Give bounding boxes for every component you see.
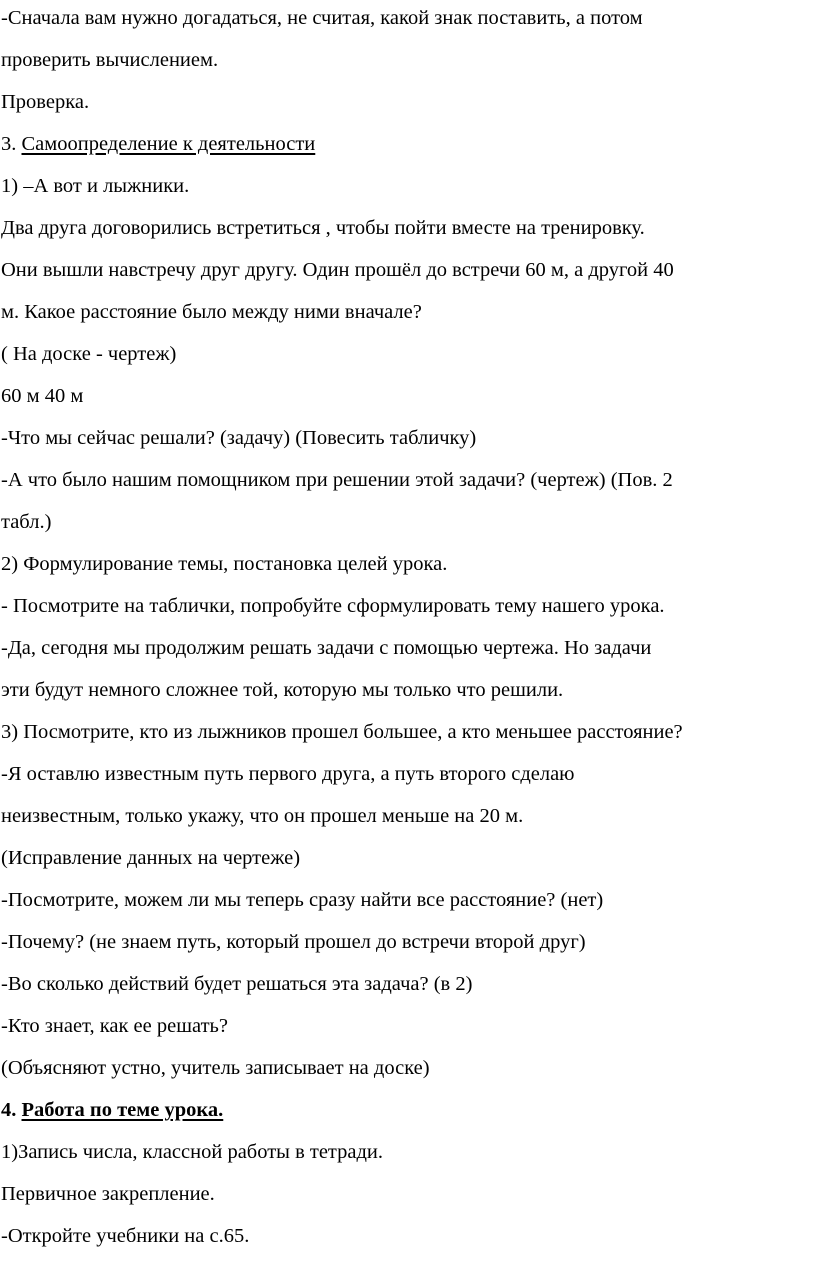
section-3-number: 3. [1, 133, 17, 155]
text-line: -А что было нашим помощником при решении этой задачи? (чертеж) (Пов. 2 [1, 469, 673, 491]
section-4-title: Работа по теме урока. [21, 1099, 224, 1121]
section-4-number: 4. [1, 1099, 17, 1121]
text-line: -Что мы сейчас решали? (задачу) (Повесить табличку) [1, 427, 477, 449]
text-line: проверить вычислением. [1, 49, 219, 71]
text-line: ( На доске - чертеж) [1, 343, 177, 365]
text-line: Они вышли навстречу друг другу. Один прошёл до встречи 60 м, а другой 40 [1, 259, 674, 281]
text-line: (Исправление данных на чертеже) [1, 847, 301, 869]
text-line: Проверка. [1, 91, 90, 113]
text-line: неизвестным, только укажу, что он прошел меньше на 20 м. [1, 805, 524, 827]
text-line: -Сначала вам нужно догадаться, не считая, какой знак поставить, а потом [1, 7, 643, 29]
text-line: -Кто знает, как ее решать? [1, 1015, 228, 1037]
text-line: 60 м 40 м [1, 385, 84, 407]
text-line: (Объясняют устно, учитель записывает на доске) [1, 1057, 430, 1079]
text-line: -Да, сегодня мы продолжим решать задачи с помощью чертежа. Но задачи [1, 637, 652, 659]
text-line: -Откройте учебники на с.65. [1, 1225, 250, 1247]
text-line: эти будут немного сложнее той, которую мы только что решили. [1, 679, 564, 701]
text-line: табл.) [1, 511, 52, 533]
text-line: -Почему? (не знаем путь, который прошел до встречи второй друг) [1, 931, 586, 953]
text-line: -Посмотрите, можем ли мы теперь сразу найти все расстояние? (нет) [1, 889, 604, 911]
section-3-heading [1, 129, 315, 159]
text-line: -Во сколько действий будет решаться эта задача? (в 2) [1, 973, 473, 995]
section-4-heading [1, 1095, 223, 1125]
text-line: 1) –А вот и лыжники. [1, 175, 190, 197]
text-line: -Я оставлю известным путь первого друга, а путь второго сделаю [1, 763, 575, 785]
section-3-title: Самоопределение к деятельности [21, 133, 316, 155]
text-line: Первичное закрепление. [1, 1183, 215, 1205]
text-line: м. Какое расстояние было между ними вначале? [1, 301, 422, 323]
text-line: 1)Запись числа, классной работы в тетради. [1, 1141, 384, 1163]
text-line: 2) Формулирование темы, постановка целей урока. [1, 553, 448, 575]
text-line: 3) Посмотрите, кто из лыжников прошел большее, а кто меньшее расстояние? [1, 721, 683, 743]
text-line: Два друга договорились встретиться , чтобы пойти вместе на тренировку. [1, 217, 645, 239]
text-line: - Посмотрите на таблички, попробуйте сформулировать тему нашего урока. [1, 595, 665, 617]
